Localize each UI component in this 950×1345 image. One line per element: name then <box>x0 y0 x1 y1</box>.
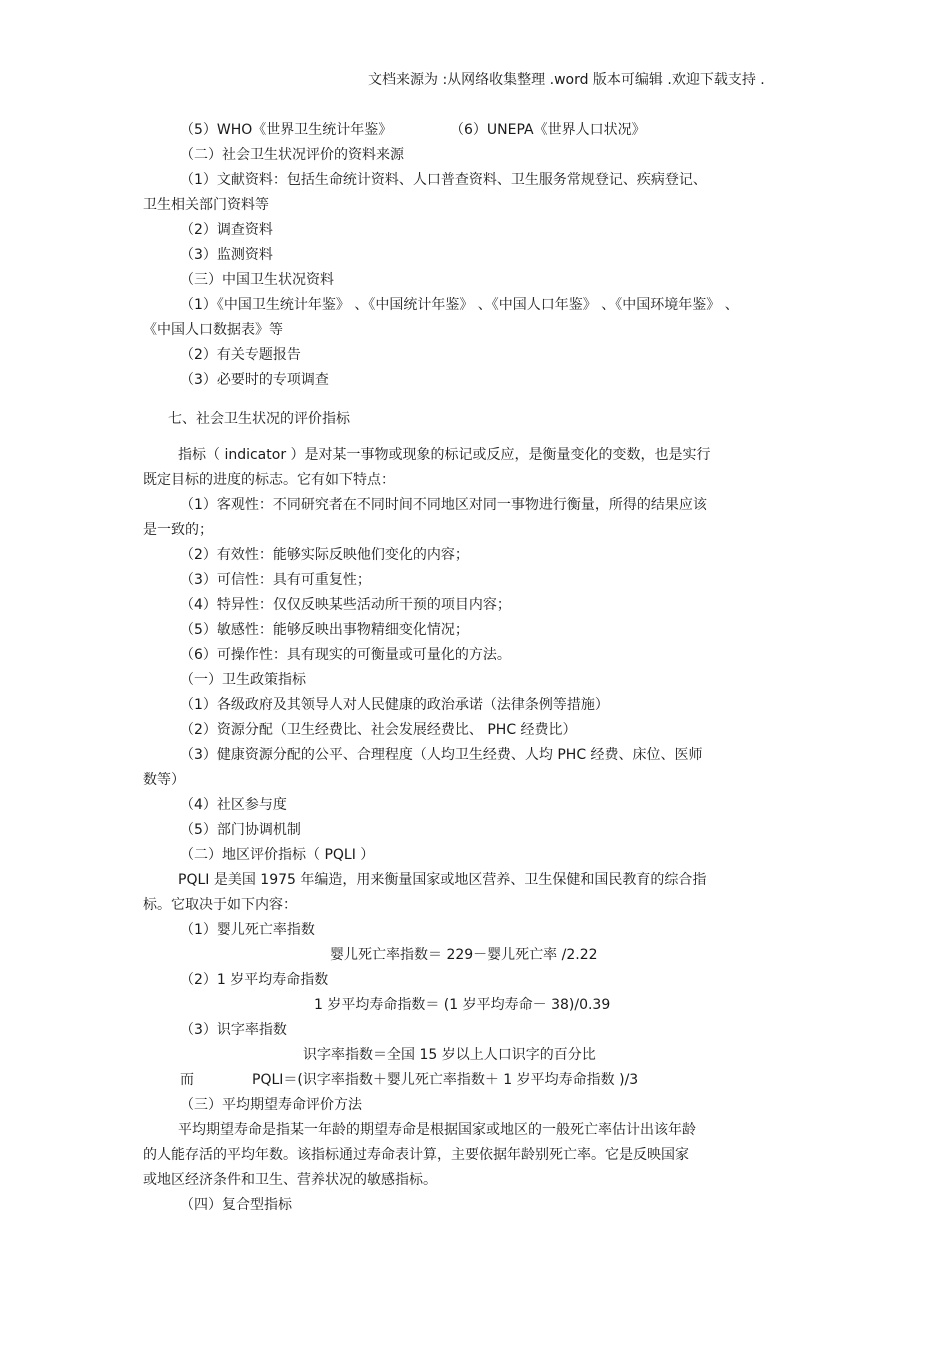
section-heading: 七、社会卫生状况的评价指标 <box>168 411 350 427</box>
text-line: （1）客观性：不同研究者在不同时间不同地区对同一事物进行衡量，所得的结果应该 <box>180 497 707 513</box>
text-line: （三）中国卫生状况资料 <box>180 272 334 288</box>
text-line: （1）文献资料：包括生命统计资料、人口普查资料、卫生服务常规登记、疾病登记、 <box>180 172 707 188</box>
text-line: （4）特异性：仅仅反映某些活动所干预的项目内容； <box>180 597 511 613</box>
text-line: （6）UNEPA《世界人口状况》 <box>450 122 646 138</box>
text-line: 指标（ indicator ）是对某一事物或现象的标记或反应，是衡量变化的变数，也是实行 <box>178 447 711 463</box>
text-line: （四）复合型指标 <box>180 1197 292 1213</box>
text-line: （3）可信性：具有可重复性； <box>180 572 371 588</box>
text-line: （3）健康资源分配的公平、合理程度（人均卫生经费、人均 PHC 经费、床位、医师 <box>180 747 703 763</box>
text-line: 既定目标的进度的标志。它有如下特点： <box>143 472 395 488</box>
text-line: 平均期望寿命是指某一年龄的期望寿命是根据国家或地区的一般死亡率估计出该年龄 <box>178 1122 696 1138</box>
text-line: （2）有关专题报告 <box>180 347 301 363</box>
text-line: （1）各级政府及其领导人对人民健康的政治承诺（法律条例等措施） <box>180 697 609 713</box>
text-line: （二）社会卫生状况评价的资料来源 <box>180 147 404 163</box>
text-line: 的人能存活的平均年数。该指标通过寿命表计算，主要依据年龄别死亡率。它是反映国家 <box>143 1147 689 1163</box>
text-line: 是一致的； <box>143 522 213 538</box>
text-line: （2）有效性：能够实际反映他们变化的内容； <box>180 547 469 563</box>
text-line: （二）地区评价指标（ PQLI ） <box>180 847 375 863</box>
text-line: （5）WHO《世界卫生统计年鉴》 <box>180 122 393 138</box>
formula: 识字率指数＝全国 15 岁以上人口识字的百分比 <box>303 1047 596 1063</box>
text-line: 标。它取决于如下内容： <box>143 897 297 913</box>
text-line: （3）识字率指数 <box>180 1022 287 1038</box>
text-line: （3）监测资料 <box>180 247 273 263</box>
text-line: 数等） <box>143 772 185 788</box>
text-line: （4）社区参与度 <box>180 797 287 813</box>
text-line: 而 <box>180 1072 194 1088</box>
page-header: 文档来源为 :从网络收集整理 .word 版本可编辑 .欢迎下载支持 . <box>368 72 765 88</box>
text-line: （5）敏感性：能够反映出事物精细变化情况； <box>180 622 469 638</box>
text-line: （一）卫生政策指标 <box>180 672 306 688</box>
text-line: （5）部门协调机制 <box>180 822 301 838</box>
formula: 婴儿死亡率指数＝ 229－婴儿死亡率 /2.22 <box>330 947 598 963</box>
formula: PQLI＝(识字率指数＋婴儿死亡率指数＋ 1 岁平均寿命指数 )/3 <box>252 1072 639 1088</box>
text-line: 《中国人口数据表》等 <box>143 322 283 338</box>
text-line: （三）平均期望寿命评价方法 <box>180 1097 362 1113</box>
formula: 1 岁平均寿命指数＝ (1 岁平均寿命－ 38)/0.39 <box>314 997 611 1013</box>
text-line: （3）必要时的专项调查 <box>180 372 329 388</box>
text-line: 卫生相关部门资料等 <box>143 197 269 213</box>
text-line: 或地区经济条件和卫生、营养状况的敏感指标。 <box>143 1172 437 1188</box>
text-line: （2）1 岁平均寿命指数 <box>180 972 329 988</box>
text-line: （1）《中国卫生统计年鉴》 、《中国统计年鉴》 、《中国人口年鉴》 、《中国环境年鉴》 、 <box>180 297 739 313</box>
text-line: （1）婴儿死亡率指数 <box>180 922 315 938</box>
text-line: PQLI 是美国 1975 年编造，用来衡量国家或地区营养、卫生保健和国民教育的综合指 <box>178 872 707 888</box>
text-line: （2）调查资料 <box>180 222 273 238</box>
text-line: （2）资源分配（卫生经费比、社会发展经费比、 PHC 经费比） <box>180 722 577 738</box>
text-line: （6）可操作性：具有现实的可衡量或可量化的方法。 <box>180 647 511 663</box>
